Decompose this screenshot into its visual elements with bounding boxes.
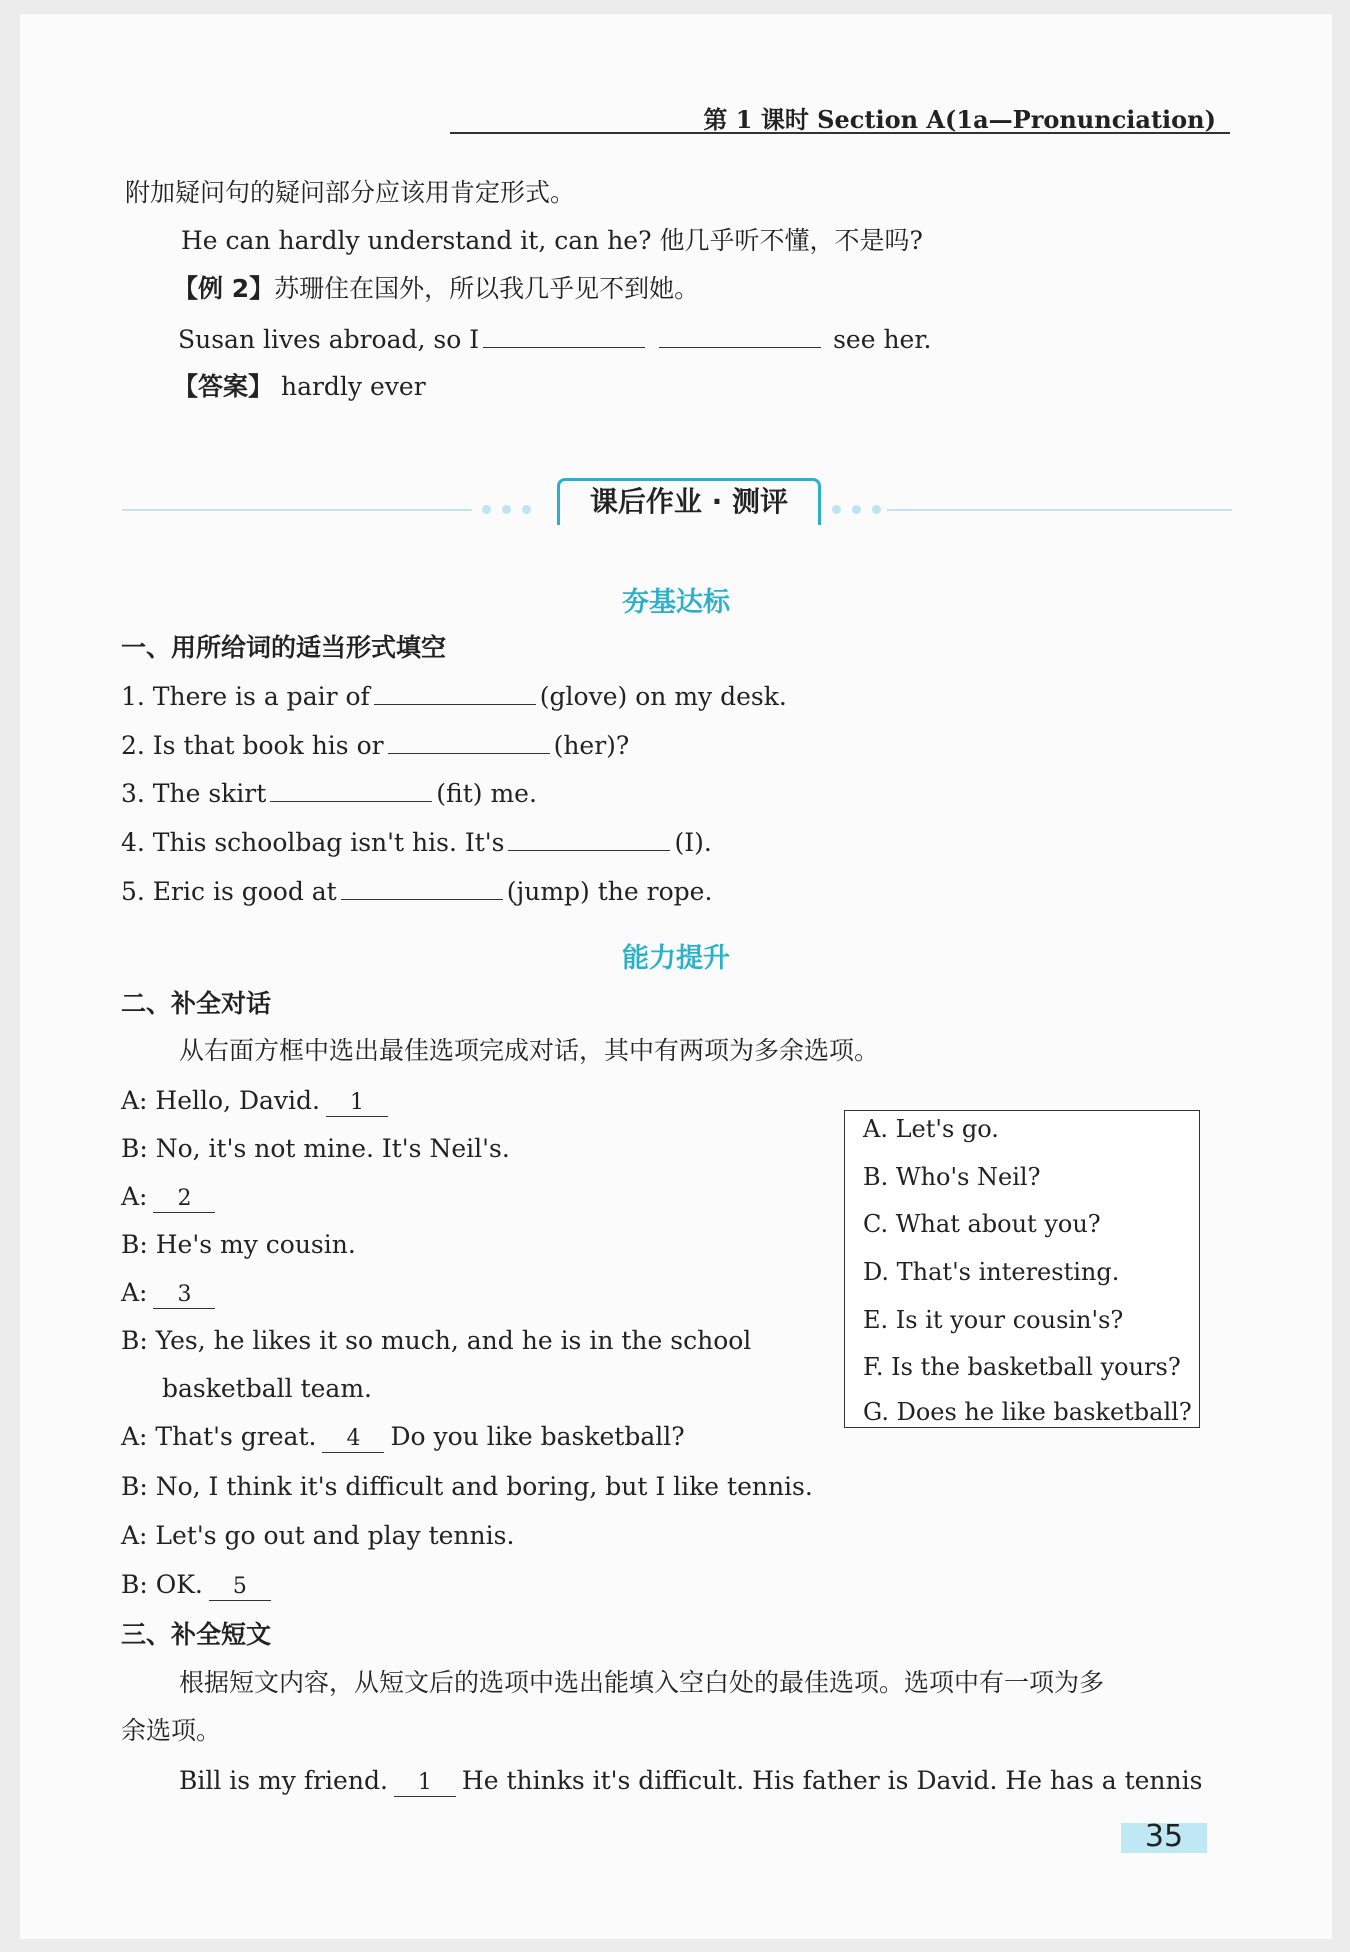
part-2-instruction: 从右面方框中选出最佳选项完成对话，其中有两项为多余选项。 — [179, 1036, 880, 1065]
example-sentence: He can hardly understand it, can he? 他几乎听不懂，不是吗? — [181, 226, 923, 255]
banner-dot — [522, 505, 531, 514]
example-2 — [173, 272, 699, 306]
options-box — [844, 1110, 1200, 1428]
part-2-heading: 二、补全对话 — [121, 989, 272, 1018]
dialogue-line: A: Let's go out and play tennis. — [121, 1521, 515, 1550]
dialogue-blank[interactable]: 3 — [153, 1282, 215, 1309]
part-1-heading: 一、用所给词的适当形式填空 — [121, 633, 447, 662]
answer-blank[interactable] — [483, 321, 645, 348]
q1-post: (glove) on my desk. — [539, 682, 787, 711]
answer-text: hardly ever — [280, 372, 426, 401]
example-2-question — [178, 321, 932, 357]
answer-blank[interactable] — [659, 321, 821, 348]
banner-dot — [872, 505, 881, 514]
option-item: A. Let's go. — [863, 1115, 999, 1143]
dialogue-text: A: — [121, 1182, 148, 1211]
answer-line — [173, 370, 426, 404]
dialogue-blank[interactable]: 1 — [326, 1090, 388, 1117]
dialogue-line: B: No, it's not mine. It's Neil's. — [121, 1134, 510, 1163]
question-part-1: Susan lives abroad, so I — [178, 325, 480, 354]
banner-dot — [502, 505, 511, 514]
q2 — [121, 727, 629, 763]
running-header — [450, 92, 1230, 134]
q5 — [121, 873, 712, 909]
banner-rule — [887, 509, 1232, 511]
option-item: C. What about you? — [863, 1210, 1101, 1238]
page-number-tab — [1121, 1819, 1207, 1854]
q2-post: (her)? — [553, 731, 630, 760]
text-line: 附加疑问句的疑问部分应该用肯定形式。 — [125, 178, 576, 207]
q4-pre: 4. This schoolbag isn't his. It's — [121, 828, 505, 857]
section-banner — [122, 472, 1232, 518]
dialogue-text: A: — [121, 1278, 148, 1307]
answer-tag: 【答案】 — [173, 372, 274, 401]
passage-line — [179, 1764, 1202, 1798]
banner-rule — [122, 509, 472, 511]
section-basic-title: 夯基达标 — [622, 587, 730, 618]
dialogue-text: A: That's great. — [121, 1422, 317, 1451]
q4-post: (I). — [674, 828, 712, 857]
option-item: F. Is the basketball yours? — [863, 1353, 1181, 1381]
passage-text: Bill is my friend. — [179, 1766, 388, 1795]
dialogue-line — [121, 1180, 221, 1214]
option-item: G. Does he like basketball? — [863, 1398, 1192, 1426]
example-2-text: 苏珊住在国外，所以我几乎见不到她。 — [274, 274, 700, 303]
q2-pre: 2. Is that book his or — [121, 731, 384, 760]
part-3-instruction-1: 根据短文内容，从短文后的选项中选出能填入空白处的最佳选项。选项中有一项为多 — [179, 1668, 1105, 1697]
q3-blank[interactable] — [270, 775, 432, 802]
example-2-tag: 【例 2】 — [173, 274, 275, 303]
dialogue-line — [121, 1084, 394, 1118]
dialogue-line: B: No, I think it's difficult and boring, but I like tennis. — [121, 1472, 813, 1501]
dialogue-text: Do you like basketball? — [390, 1422, 685, 1451]
banner-dot — [852, 505, 861, 514]
part-3-heading: 三、补全短文 — [121, 1620, 272, 1649]
q4 — [121, 824, 712, 860]
q2-blank[interactable] — [388, 727, 550, 754]
q3-post: (fit) me. — [436, 779, 537, 808]
header-title: 第 1 课时 Section A(1a—Pronunciation) — [703, 105, 1216, 134]
passage-text: He thinks it's difficult. His father is David. He has a tennis — [461, 1766, 1203, 1795]
q3-pre: 3. The skirt — [121, 779, 267, 808]
q1 — [121, 678, 787, 714]
question-part-2: see her. — [833, 325, 932, 354]
q5-post: (jump) the rope. — [506, 877, 713, 906]
dialogue-line: basketball team. — [162, 1374, 372, 1403]
dialogue-line — [121, 1420, 685, 1454]
dialogue-blank[interactable]: 4 — [322, 1426, 384, 1453]
q1-pre: 1. There is a pair of — [121, 682, 370, 711]
banner-title: 课后作业 · 测评 — [557, 478, 821, 525]
page-number: 35 — [1144, 1819, 1184, 1854]
q5-pre: 5. Eric is good at — [121, 877, 337, 906]
page — [20, 14, 1332, 1939]
dialogue-text: A: Hello, David. — [121, 1086, 320, 1115]
q4-blank[interactable] — [508, 824, 670, 851]
dialogue-blank[interactable]: 5 — [209, 1574, 271, 1601]
dialogue-line: B: He's my cousin. — [121, 1230, 356, 1259]
passage-blank[interactable]: 1 — [394, 1770, 456, 1797]
dialogue-line: B: Yes, he likes it so much, and he is in the school — [121, 1326, 752, 1355]
option-item: D. That's interesting. — [863, 1258, 1120, 1286]
part-3-instruction-2: 余选项。 — [121, 1716, 222, 1745]
banner-dot — [832, 505, 841, 514]
option-item: B. Who's Neil? — [863, 1163, 1041, 1191]
section-advanced-title: 能力提升 — [622, 943, 730, 974]
option-item: E. Is it your cousin's? — [863, 1306, 1124, 1334]
dialogue-line — [121, 1568, 277, 1602]
banner-dot — [482, 505, 491, 514]
dialogue-text: B: OK. — [121, 1570, 203, 1599]
dialogue-line — [121, 1276, 221, 1310]
q3 — [121, 775, 537, 811]
dialogue-blank[interactable]: 2 — [153, 1186, 215, 1213]
q1-blank[interactable] — [374, 678, 536, 705]
q5-blank[interactable] — [341, 873, 503, 900]
